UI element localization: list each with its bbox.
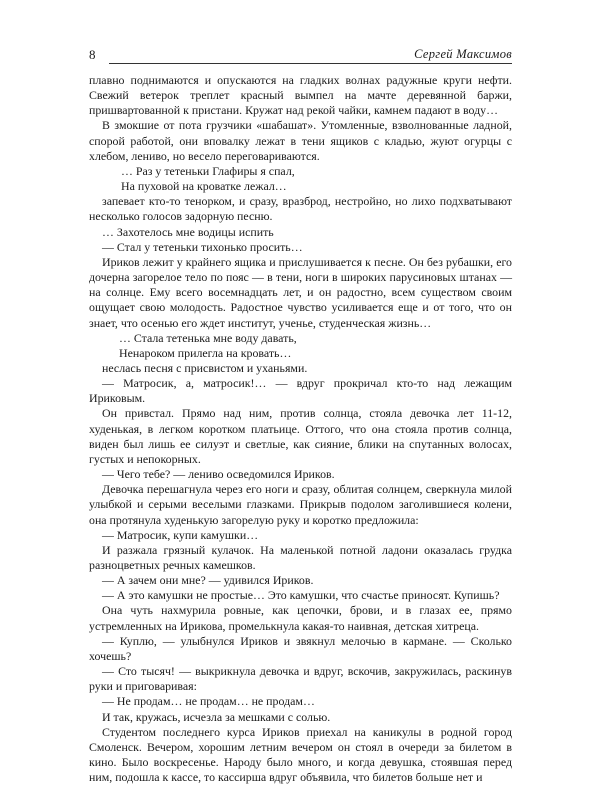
paragraph: — Чего тебе? — лениво осведомился Ириков. (102, 467, 335, 482)
paragraph: плавно поднимаются и опускаются на гладких волнах радужные круги нефти. Свежий ветерок треплет красный вымпел на мачте деревянной баржи, пришвартованной к пристани. Кружат над рекой чайки, камнем падают в воду… (89, 73, 512, 118)
paragraph: Ненароком прилегла на кровать… (119, 345, 292, 360)
page-header (89, 46, 512, 66)
paragraph: запевает кто-то тенорком, и сразу, вразброд, нестройно, но лихо подхватывают несколько голосов задорную песню. (89, 194, 512, 224)
paragraph: … Захотелось мне водицы испить (102, 224, 274, 239)
paragraph: … Стала тетенька мне воду давать, (119, 330, 297, 345)
paragraph: — Стал у тетеньки тихонько просить… (102, 239, 303, 254)
paragraph: В змокшие от пота грузчики «шабашат». Утомленные, взволнованные ладной, спорой работой, они вповалку лежат в тени ящиков с кладью, жуют огурцы с хлебом, лениво, но весело переговариваются. (89, 118, 512, 163)
body-text (89, 73, 512, 785)
paragraph: — А это камушки не простые… Это камушки, что счастье приносят. Купишь? (102, 588, 500, 603)
paragraph: … Раз у тетеньки Глафиры я спал, (121, 163, 295, 178)
paragraph: Ириков лежит у крайнего ящика и прислушивается к песне. Он без рубашки, его дочерна загорелое тело по пояс — в тени, ноги в широких парусиновых штанах — на солнце. Ему всего восемнадцать лет, и он радостно, всем существом своим ощущает свою молодость. Радостное чувство усиливается еще и от того, что он знает, что осенью его ждет институт, ученье, студенческая жизнь… (89, 254, 512, 330)
paragraph: Она чуть нахмурила ровные, как цепочки, брови, и в глазах ее, прямо устремленных на Ирикова, промелькнула какая-то наивная, детская хитреца. (89, 603, 512, 633)
paragraph: — Не продам… не продам… не продам… (102, 694, 315, 709)
paragraph: И разжала грязный кулачок. На маленькой потной ладони оказалась грудка разноцветных речных камешков. (89, 542, 512, 572)
paragraph: — А зачем они мне? — удивился Ириков. (102, 573, 314, 588)
page-number: 8 (89, 47, 96, 62)
paragraph: неслась песня с присвистом и уханьями. (102, 360, 308, 375)
paragraph: И так, кружась, исчезла за мешками с солью. (102, 709, 331, 724)
paragraph: — Матросик, а, матросик!… — вдруг прокричал кто-то над лежащим Ириковым. (89, 376, 512, 406)
paragraph: — Сто тысяч! — выкрикнула девочка и вдруг, вскочив, закружилась, раскинув руки и приговаривая: (89, 664, 512, 694)
paragraph: Девочка перешагнула через его ноги и сразу, облитая солнцем, сверкнула милой улыбкой и серыми веселыми глазками. Прикрыв подолом заголившиеся колени, она протянула худенькую загорелую руку и коротко предложила: (89, 482, 512, 527)
paragraph: — Матросик, купи камушки… (102, 527, 259, 542)
paragraph: — Куплю, — улыбнулся Ириков и звякнул мелочью в кармане. — Сколько хочешь? (89, 633, 512, 663)
paragraph: Студентом последнего курса Ириков приехал на каникулы в родной город Смоленск. Вечером, хорошим летним вечером он стоял в очереди за билетом в кино. Было воскресенье. Народу было много, и когда девушка, стоявшая перед ним, подошла к кассе, то кассирша вдруг объявила, что билетов больше нет и (89, 724, 512, 785)
header-rule (109, 63, 512, 64)
paragraph: Он привстал. Прямо над ним, против солнца, стояла девочка лет 11-12, худенькая, в легком коротком платьице. Оттого, что она стояла против солнца, виден был лишь ее силуэт и светлые, как сияние, блики на спутанных волосах, густых и непокорных. (89, 406, 512, 466)
paragraph: На пуховой на кроватке лежал… (121, 179, 287, 194)
running-head-author: Сергей Максимов (414, 47, 512, 61)
